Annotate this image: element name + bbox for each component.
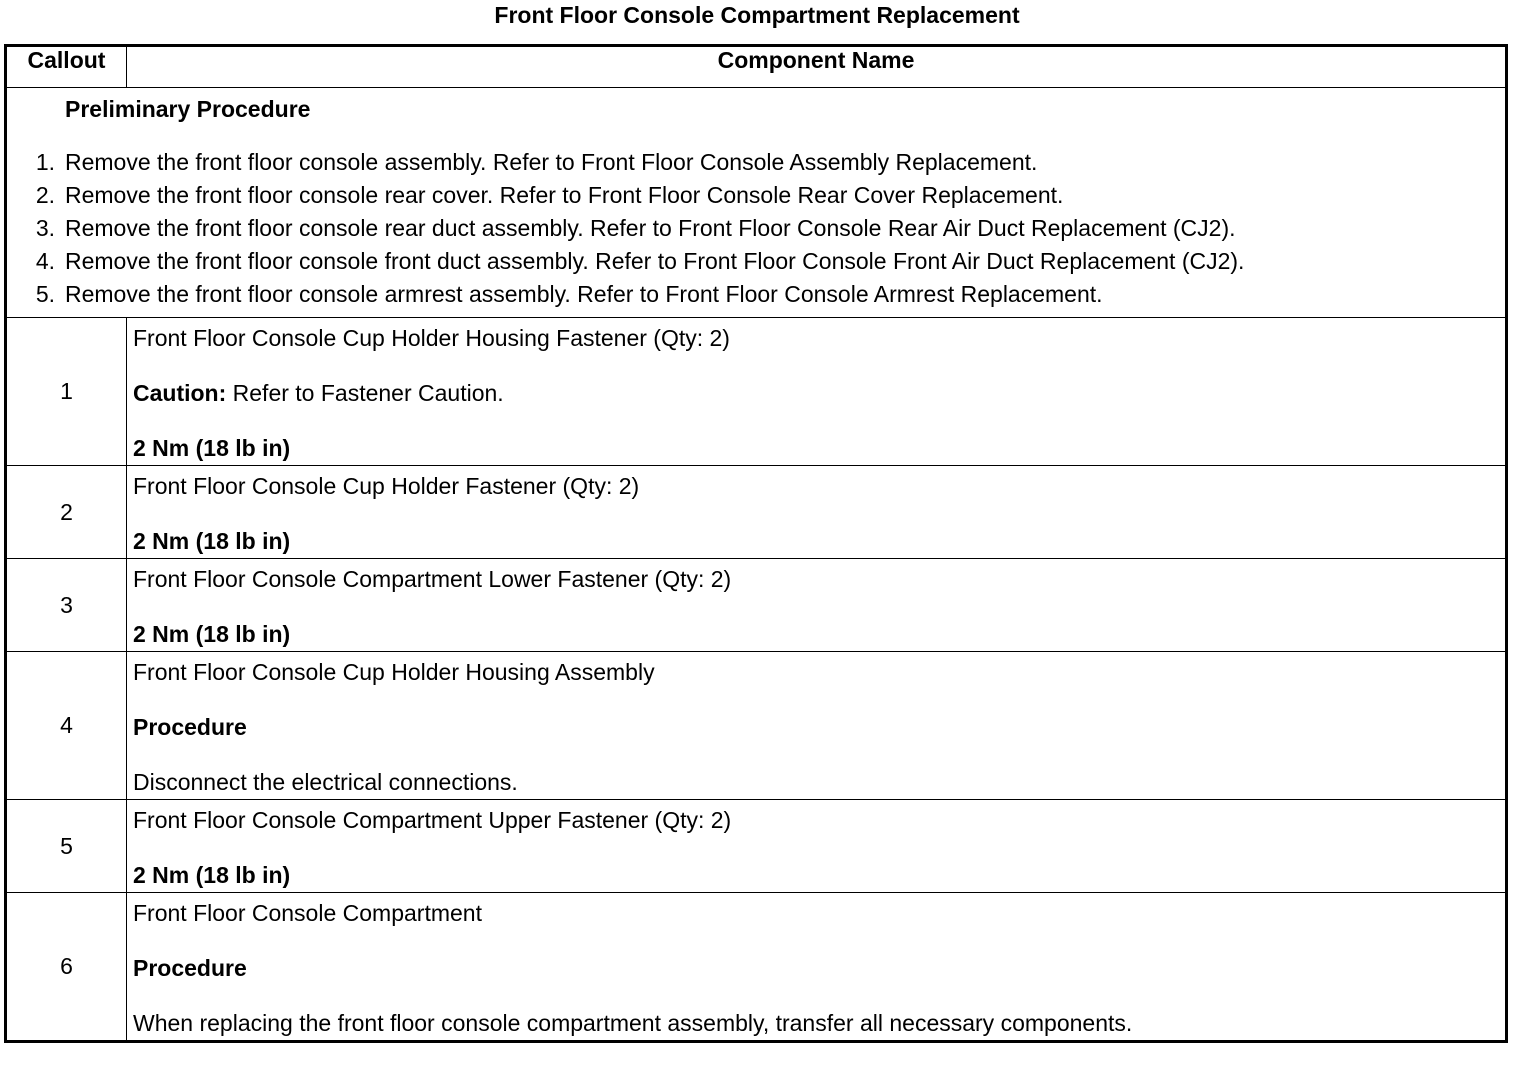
table-header-row <box>6 46 1507 88</box>
component-name-header: Component Name <box>127 46 1507 88</box>
step-text: Remove the front floor console rear duct assembly. Refer to Front Floor Console Rear Air Duct Replacement (CJ2). <box>65 215 1236 241</box>
preliminary-procedure <box>6 88 1507 318</box>
component-name: Front Floor Console Compartment Upper Fastener (Qty: 2) <box>133 807 732 833</box>
component-name: Front Floor Console Cup Holder Housing Assembly <box>133 659 655 685</box>
component-cell <box>127 652 1507 800</box>
callout-number: 4 <box>6 652 127 800</box>
step-text: Remove the front floor console front duct assembly. Refer to Front Floor Console Front Air Duct Replacement (CJ2). <box>65 248 1245 274</box>
callout-number: 6 <box>6 893 127 1042</box>
callout-number: 5 <box>6 800 127 893</box>
torque-spec: 2 Nm (18 lb in) <box>133 621 291 647</box>
step-text: Remove the front floor console armrest assembly. Refer to Front Floor Console Armrest Replacement. <box>65 281 1103 307</box>
preliminary-step <box>7 179 1505 212</box>
preliminary-step <box>7 278 1505 311</box>
component-cell <box>127 318 1507 466</box>
step-number: 2. <box>35 182 55 208</box>
callout-header: Callout <box>6 46 127 88</box>
callout-number: 2 <box>6 466 127 559</box>
table-row <box>6 800 1507 893</box>
table-row <box>6 652 1507 800</box>
component-name: Front Floor Console Cup Holder Housing Fastener (Qty: 2) <box>133 325 730 351</box>
component-name: Front Floor Console Compartment Lower Fastener (Qty: 2) <box>133 566 732 592</box>
procedure-label: Procedure <box>133 714 247 740</box>
procedure-text: Disconnect the electrical connections. <box>133 769 518 795</box>
table-row <box>6 318 1507 466</box>
step-text: Remove the front floor console assembly. Refer to Front Floor Console Assembly Replacement. <box>65 149 1038 175</box>
table-row <box>6 559 1507 652</box>
step-number: 4. <box>35 248 55 274</box>
component-table <box>4 44 1508 1043</box>
component-cell <box>127 800 1507 893</box>
caution-note <box>133 379 1499 408</box>
preliminary-step <box>7 245 1505 278</box>
component-cell <box>127 559 1507 652</box>
table-row <box>6 893 1507 1042</box>
torque-spec: 2 Nm (18 lb in) <box>133 862 291 888</box>
step-number: 5. <box>35 281 55 307</box>
caution-text: Refer to Fastener Caution. <box>226 380 504 406</box>
component-cell <box>127 893 1507 1042</box>
torque-spec: 2 Nm (18 lb in) <box>133 435 291 461</box>
component-name: Front Floor Console Compartment <box>133 900 482 926</box>
preliminary-procedure-title: Preliminary Procedure <box>65 96 311 122</box>
procedure-text: When replacing the front floor console compartment assembly, transfer all necessary components. <box>133 1010 1133 1036</box>
callout-number: 1 <box>6 318 127 466</box>
preliminary-procedure-row <box>6 88 1507 318</box>
document-title: Front Floor Console Compartment Replacement <box>494 2 1020 28</box>
step-number: 3. <box>35 215 55 241</box>
step-number: 1. <box>35 149 55 175</box>
preliminary-step <box>7 212 1505 245</box>
caution-label: Caution: <box>133 380 227 406</box>
torque-spec: 2 Nm (18 lb in) <box>133 528 291 554</box>
callout-number: 3 <box>6 559 127 652</box>
preliminary-step <box>7 146 1505 179</box>
step-text: Remove the front floor console rear cover. Refer to Front Floor Console Rear Cover Replacement. <box>65 182 1064 208</box>
component-name: Front Floor Console Cup Holder Fastener (Qty: 2) <box>133 473 640 499</box>
table-row <box>6 466 1507 559</box>
procedure-label: Procedure <box>133 955 247 981</box>
component-cell <box>127 466 1507 559</box>
